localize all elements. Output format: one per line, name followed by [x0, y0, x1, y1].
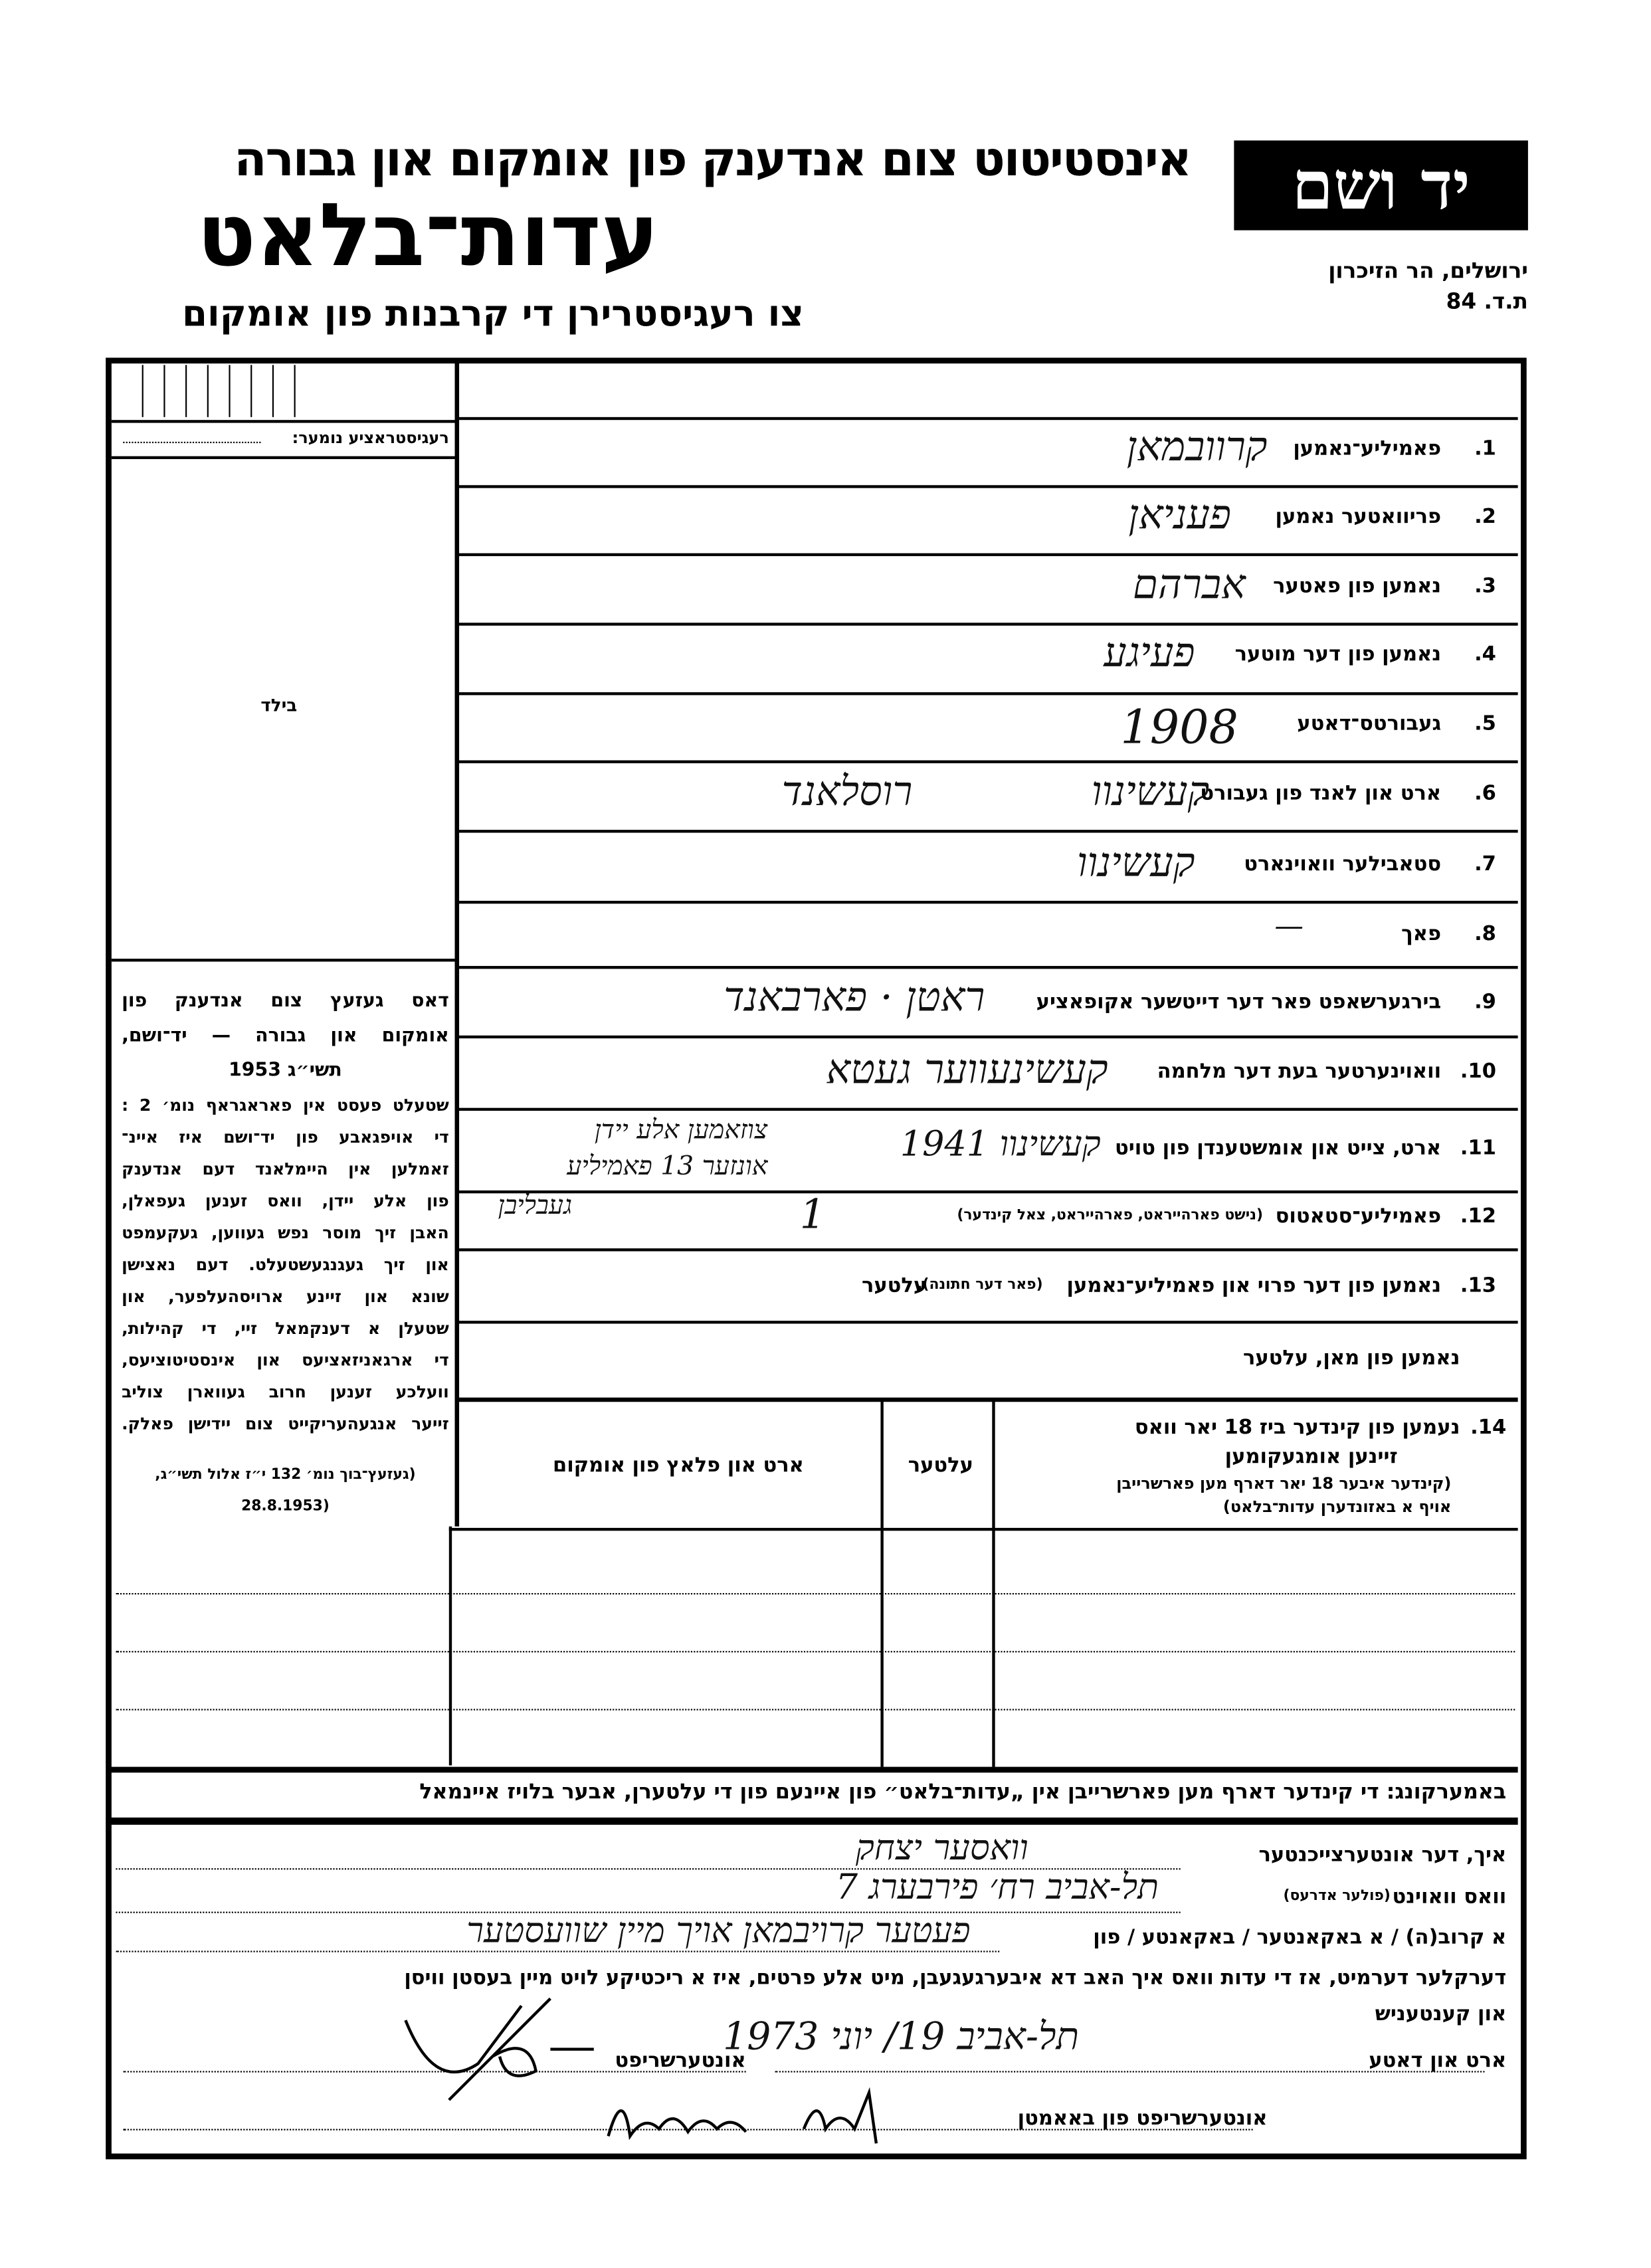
law-date: (28.8.1953 [241, 1499, 330, 1515]
undersigned-name-value[interactable]: וואסער יצחק [855, 1828, 1028, 1869]
wartime-residence-value[interactable]: קעשינעווער געטא [826, 1045, 1108, 1093]
institute-name: אינסטיטוט צום אנדענק פון אומקום און גבורה [234, 130, 1191, 187]
note-text: באמערקונג: די קינדער דארף מען פארשרייבן אין „עדות־בלאט״ פון איינעם פון די עלטערן, אבער בלויז איינמאל [419, 1781, 1507, 1805]
death-details-2[interactable]: אונזער 13 פאמיליע [567, 1151, 768, 1182]
yad-vashem-logo: יד ושם [1234, 140, 1528, 230]
table-row[interactable] [116, 1593, 1515, 1594]
law-text-block: דאס געזעץ צום אנדענק פון אומקום און גבורה — יד־ושם, תשי״ג 1953 שטעלט פעסט אין פאראגראף נומ׳ 2 : די אויפגאבע פון יד־ושם איז איינ־ זאמלען אין היימלאנד דעם אנדענק פון אלע יידן, וואס זענען געפאלן, האבן זיך מוסר נפש געווען, געקעמפט און זיך געגנגעשטעלט. דעם נאצישן שונא און זיינע ארויסהעלפער, און שטעלן א דענקמאל זיי, די קהילות, די ארגאניזאציעס און אינסטיטוציעס, וועלכע זענען חרוב געווארן צוליב זייער אנגעהעריקייט צום יידישן פאלק. (געזעץ־בוך נומ׳ 132 י״ז אלול תשי״ג, (28.8.1953 [122, 985, 449, 1523]
photo-box-bottom [112, 959, 455, 961]
col-place: ארט און פלאץ פון אומקום [552, 1454, 804, 1477]
birth-date-value[interactable]: 1908 [1120, 699, 1238, 755]
address-line-1: ירושלים, הר הזיכרון [1328, 258, 1528, 284]
birth-country-value[interactable]: רוסלאנד [781, 767, 913, 816]
photo-label: בילד [260, 695, 298, 715]
testimony-page: אינסטיטוט צום אנדענק פון אומקום און גבורה עדות־בלאט צו רעגיסטרירן די קרבנות פון אומקום יד ושם ירושלים, הר הזיכרון ת.ד. 84 רעגיסטראציע נומער: בילד דאס געזעץ צום אנדענק פון אומקום און גבורה — יד־ושם, תשי״ג 1953 שטעלט פעסט אין פאראגראף נומ׳ 2 : די אויפגאבע פון יד־ושם איז איינ־ זאמלען אין היימלאנד דעם אנדענק פון אלע יידן, וואס זענען געפאלן, האבן זיך מוסר נפש געווען, געקעמפט און זיך געגנגעשטעלט. דעם נאצישן שונא און זיינע ארויסהעלפער, און שטעלן א דענקמאל זיי, די קהילות, די ארגאניזאציעס און אינסטיטוציעס, וועלכע זענען חרוב געווארן צוליב זייער אנגעהעריקייט צום יידישן פאלק. (געזעץ־בוך נומ׳ 132 י״ז אלול תשי״ג, (28.8.1953 1. פאמיליע־נאמען קרוובמאן 2. פריוואטער נאמען פעניאן 3. נאמען פון פאטער אברהם 4. נאמען פון דער מוטער פעיגע 5. געבורטס־דאטע 1908 6. ארט און לאנד פון געבורט קעשינוו רוסלאנד 7. סטאבילער וואוינארט קעשינוו 8. פאך — 9. בירגערשאפט פאר דער דייטשער אקופאציע ראטן · פארבאנד 10. וואוינערטער בעת דער מלחמה קעשינעווער געטא 11. ארט, צייט און אומשטענדן פון טויט קעשינוו 1941 צוזאמען אלע יידן אונזער 13 פאמיליע געבליבן 12. פאמיליע־סטאטוס (נישט פארהייראט, פארהייראט, צאל קינדער) 1 13. נאמען פון דער פרוי און פאמיליע־נאמען (פאר דער חתונה), עלטער נאמען פון מאן, עלטער 14. נעמען פון קינדער ביז 18 יאר וואס זיינען אומגעקומען (קינדער איבער 18 יאר דארף מען פארשרייבן אויף א באזונדערן עדות־בלאט) עלטער ארט און פלאץ פון אומקום באמערקונג: די קינדער דארף מען פארשרייבן אין „עדות־בלאט״ פון איינעם פון די עלטערן, אבער בלויז איינמאל איך, דער אונטערצייכנטער וואסער יצחק וואס וואוינט (פולער אדרעס) תל-אביב רח׳ פירבערג 7 א קרוב(ה) / א באקאנטער / באקאנטע / פון פעטער קרויבמאן אויך מיין שוועסטער דערקלער דערמיט, אז די עדות וואס איך האב דא איבערגעגעבן, מיט אלע פרטים, איז א ריכטיקע לויט מיין בעסטן וויסן און קענטעניש ארט און דאטע תל-אביב 19/ יוני 1973 אונטערשריפט אונטערשריפט פון באאמטן [0, 0, 1651, 2268]
relation-value[interactable]: פעטער קרויבמאן אויך מיין שוועסטער [466, 1910, 971, 1951]
column-divider-lower [449, 1527, 452, 1766]
citizenship-value[interactable]: ראטן · פארבאנד [724, 973, 985, 1021]
registration-number-label: רעגיסטראציע נומער: [292, 428, 449, 448]
address-value[interactable]: תל-אביב רח׳ פירבערג 7 [835, 1867, 1159, 1908]
mother-name-value[interactable]: פעיגע [1104, 628, 1195, 677]
document-subtitle: צו רעגיסטרירן די קרבנות פון אומקום [182, 292, 804, 335]
first-name-value[interactable]: פעניאן [1128, 491, 1231, 539]
profession-value[interactable]: — [1274, 907, 1304, 943]
column-divider [455, 361, 460, 1527]
family-status-value[interactable]: 1 [799, 1190, 826, 1238]
law-reference: (געזעץ־בוך נומ׳ 132 י״ז אלול תשי״ג, [155, 1467, 416, 1483]
table-row[interactable] [116, 1651, 1515, 1652]
table-row[interactable] [116, 1709, 1515, 1710]
family-name-value[interactable]: קרוובמאן [1126, 423, 1268, 471]
signatory-signature [391, 1992, 623, 2107]
death-details-3[interactable]: געבליבן [498, 1190, 573, 1221]
place-date-value[interactable]: תל-אביב 19/ יוני 1973 [723, 2016, 1080, 2059]
death-details-1[interactable]: צוזאמען אלע יידן [594, 1115, 768, 1146]
col-age: עלטער [908, 1454, 973, 1477]
document-title: עדות־בלאט [197, 185, 659, 287]
official-signature [601, 2085, 906, 2150]
address-line-2: ת.ד. 84 [1446, 288, 1528, 315]
birth-place-value[interactable]: קעשינוו [1091, 767, 1210, 816]
residence-value[interactable]: קעשינוו [1076, 838, 1195, 887]
law-title: דאס געזעץ צום אנדענק פון אומקום און גבורה — יד־ושם, תשי״ג 1953 [122, 991, 449, 1082]
death-place-value[interactable]: קעשינוו 1941 [900, 1123, 1101, 1165]
father-name-value[interactable]: אברהם [1132, 560, 1246, 609]
